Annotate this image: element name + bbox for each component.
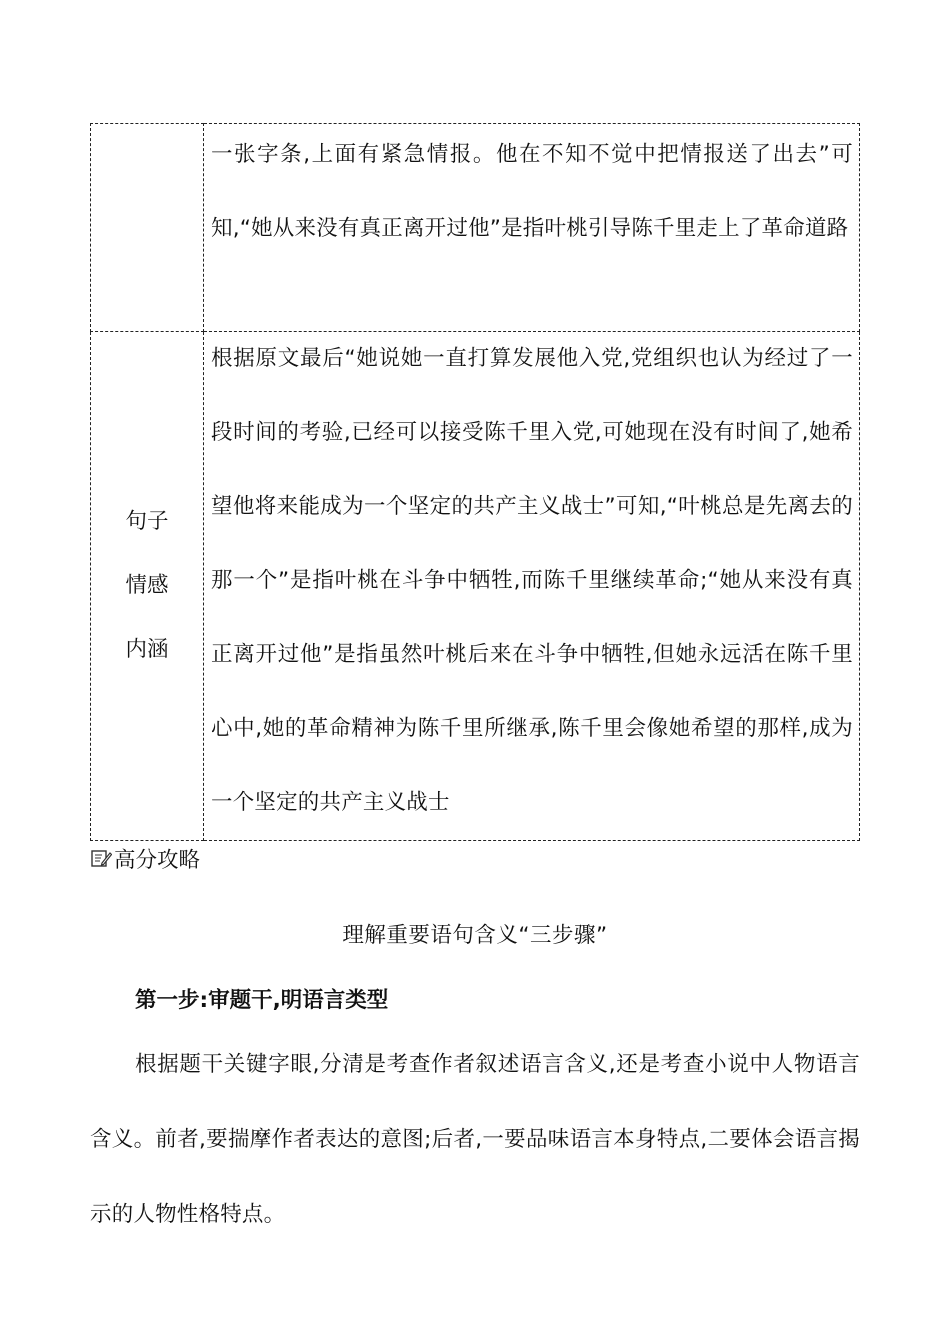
row-label-line: 情感 xyxy=(125,573,169,598)
row-label-cell xyxy=(91,124,204,332)
row-content-text: 一张字条,上面有紧急情报。他在不知不觉中把情报送了出去”可知,“她从来没有真正离开过他”是指叶桃引导陈千里走上了革命道路 xyxy=(211,142,853,241)
strategy-header xyxy=(90,843,200,873)
section-heading: 理解重要语句含义“三步骤” xyxy=(342,923,608,948)
row-content-text: 根据原文最后“她说她一直打算发展他入党,党组织也认为经过了一段时间的考验,已经可以接受陈千里入党,可她现在没有时间了,她希望他将来能成为一个坚定的共产主义战士”可知,“叶桃总是先离去的那一个”是指叶桃在斗争中牺牲,而陈千里继续革命;“她从来没有真正离开过他”是指虽然叶桃后来在斗争中牺牲,但她永远活在陈千里心中,她的革命精神为陈千里所继承,陈千里会像她希望的那样,成为一个坚定的共产主义战士 xyxy=(211,346,853,815)
table-row xyxy=(91,332,860,841)
note-edit-icon xyxy=(90,847,112,869)
row-label-cell xyxy=(91,332,204,841)
row-content-cell xyxy=(204,332,860,841)
row-label-line: 内涵 xyxy=(125,637,169,662)
analysis-table xyxy=(90,123,860,841)
row-label-line: 句子 xyxy=(125,509,169,534)
step-paragraph: 根据题干关键字眼,分清是考查作者叙述语言含义,还是考查小说中人物语言含义。前者,要揣摩作者表达的意图;后者,一要品味语言本身特点,二要体会语言揭示的人物性格特点。 xyxy=(90,1052,860,1227)
table-row xyxy=(91,124,860,332)
step-title: 第一步:审题干,明语言类型 xyxy=(135,988,389,1013)
strategy-label: 高分攻略 xyxy=(114,847,201,873)
row-content-cell xyxy=(204,124,860,332)
